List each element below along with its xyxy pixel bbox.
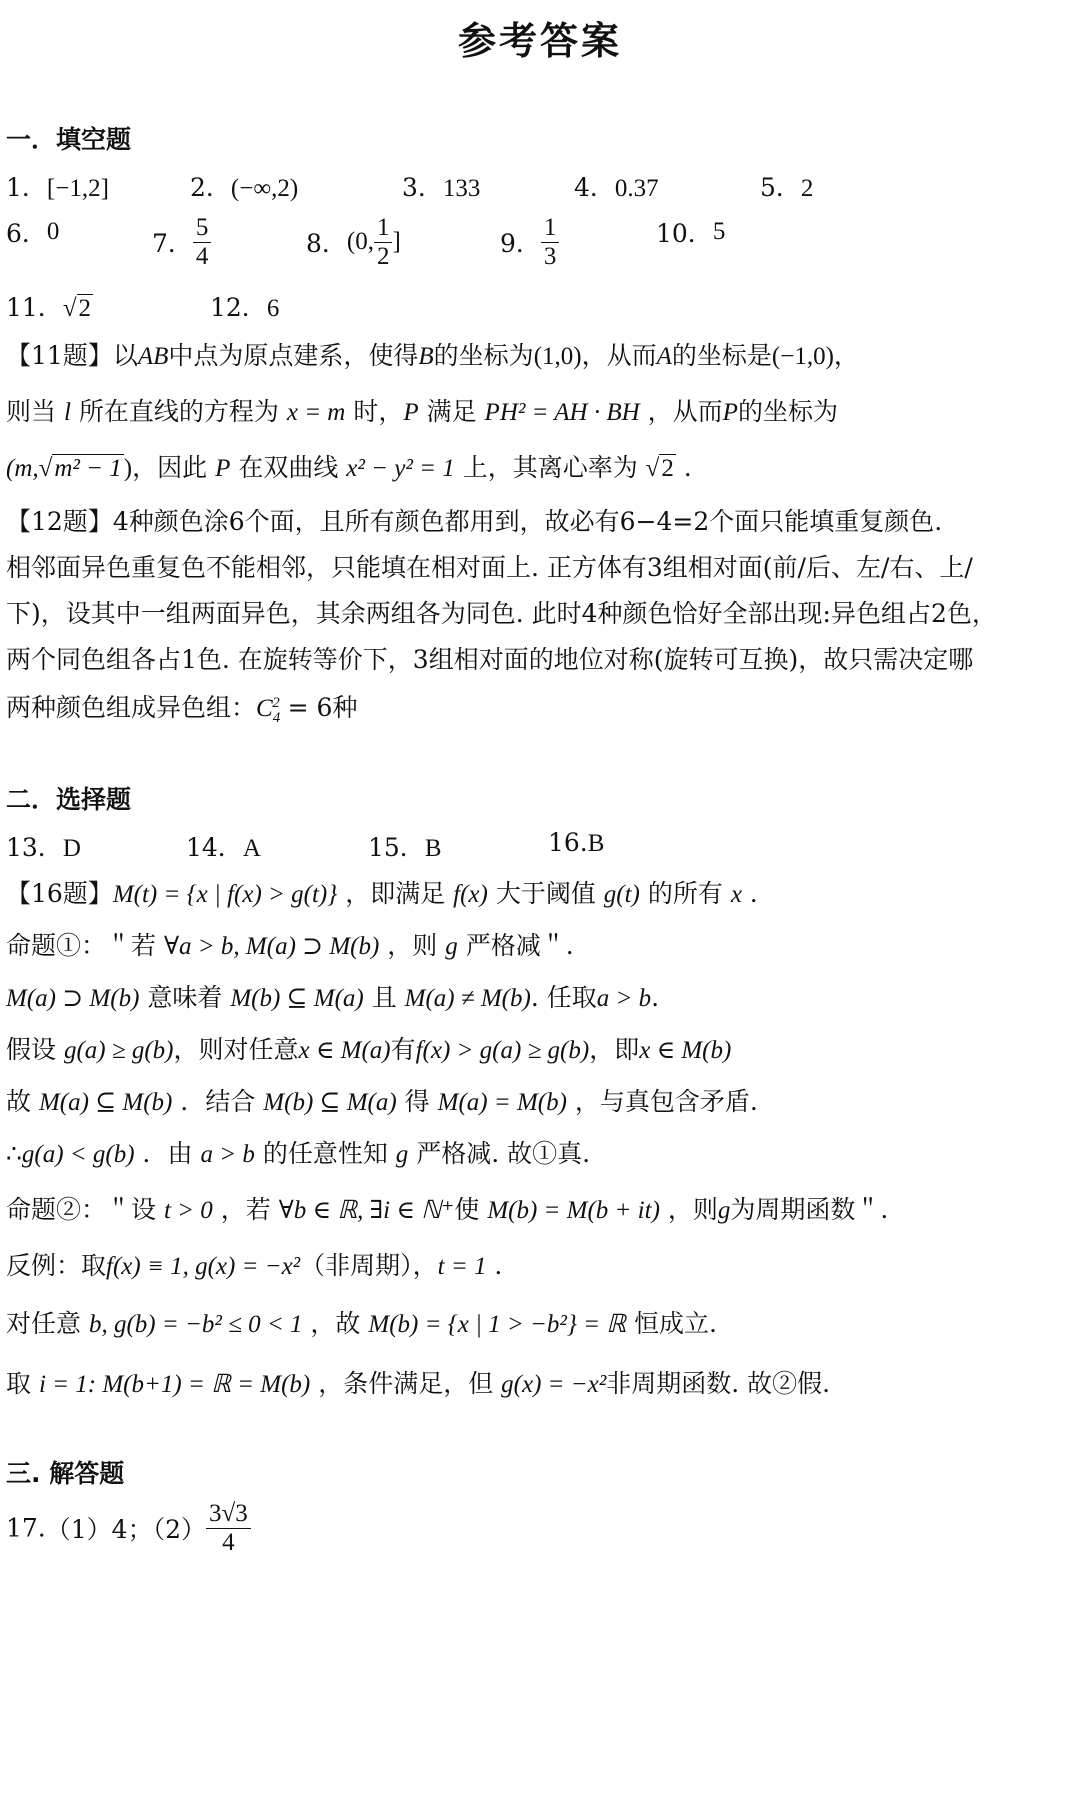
answer-2: 2．(−∞,2) (190, 173, 299, 202)
fraction: $\frac{3√3}{4}$ (206, 1500, 251, 1556)
section-heading-fill-in: 一．填空题 (6, 125, 132, 154)
q16-line-9: 对任意 b, g(b) = −b² ≤ 0 < 1 ，故 M(b) = {x | 1 > −b²} = ℝ 恒成立. (6, 1309, 717, 1338)
answer-14: 14．A (186, 833, 261, 862)
q16-line-3: M(a) ⊃ M(b) 意味着 M(b) ⊆ M(a) 且 M(a) ≠ M(b). 任取a > b. (6, 983, 660, 1012)
answer-12: 12．6 (210, 293, 280, 322)
fraction: $\frac{5}{4}$ (193, 214, 212, 270)
q11-line-3: (m,√m² − 1)，因此 P 在双曲线 x² − y² = 1 上，其离心率为 √2 ． (6, 453, 709, 482)
q16-line-4: 假设 g(a) ≥ g(b)，则对任意x ∈ M(a)有f(x) > g(a) ≥ g(b)，即x ∈ M(b) (6, 1035, 732, 1064)
answer-3: 3．133 (402, 173, 481, 202)
fraction: $\frac{1}{3}$ (541, 214, 560, 270)
section-heading-solution: 三. 解答题 (6, 1459, 125, 1488)
answer-7: 7． $\frac{5}{4}$ (152, 214, 211, 270)
answer-8: 8．(0, $\frac{1}{2}$ ] (306, 214, 401, 270)
answer-16: 16.B (548, 828, 605, 857)
q16-line-7: 命题②：＂设 t > 0 ，若 ∀b ∈ ℝ, ∃i ∈ ℕ⁺使 M(b) = M(b + it) ，则g为周期函数＂. (6, 1195, 889, 1224)
q12-line-5: 两种颜色组成异色组：$C_4^2 = 6$种 (6, 693, 358, 726)
q12-line-3: 下)，设其中一组两面异色，其余两组各为同色. 此时4种颜色恰好全部出现:异色组占2色， (6, 599, 997, 628)
q11-line-1: 【11题】以AB中点为原点建系，使得B的坐标为(1,0)，从而A的坐标是(−1,0)， (6, 341, 859, 370)
section-heading-choice: 二．选择题 (6, 785, 132, 814)
answer-17: 17.（1）4；（2） $\frac{3√3}{4}$ (6, 1500, 251, 1556)
q16-line-6: ∴g(a) < g(b) ．由 a > b 的任意性知 g 严格减. 故①真. (6, 1139, 591, 1168)
answer-15: 15．B (368, 833, 442, 862)
answer-13: 13．D (6, 833, 81, 862)
q16-line-10: 取 i = 1: M(b+1) = ℝ = M(b) ，条件满足，但 g(x) = −x²非周期函数. 故②假. (6, 1369, 831, 1398)
answer-4: 4．0.37 (574, 173, 659, 202)
q16-line-5: 故 M(a) ⊆ M(b) ．结合 M(b) ⊆ M(a) 得 M(a) = M(b) ，与真包含矛盾. (6, 1087, 758, 1116)
answer-1: 1．[−1,2] (6, 173, 109, 202)
page-title: 参考答案 (457, 19, 622, 63)
q16-line-1: 【16题】M(t) = {x | f(x) > g(t)} ，即满足 f(x) 大于阈值 g(t) 的所有 x ． (6, 879, 775, 908)
answer-5: 5．2 (760, 173, 814, 202)
q16-line-2: 命题①：＂若 ∀a > b, M(a) ⊃ M(b) ，则 g 严格减＂. (6, 931, 574, 960)
q12-line-2: 相邻面异色重复色不能相邻，只能填在相对面上. 正方体有3组相对面(前/后、左/右、上/ (6, 553, 973, 582)
q12-line-1: 【12题】4种颜色涂6个面，且所有颜色都用到，故必有6−4=2个面只能填重复颜色. (6, 507, 943, 536)
q12-line-4: 两个同色组各占1色. 在旋转等价下，3组相对面的地位对称(旋转可互换)，故只需决定哪 (6, 645, 974, 674)
fraction: $\frac{1}{2}$ (374, 214, 393, 270)
answer-9: 9． $\frac{1}{3}$ (500, 214, 559, 270)
answer-10: 10．5 (656, 218, 726, 248)
q16-line-8: 反例：取f(x) ≡ 1, g(x) = −x²（非周期），t = 1 ． (6, 1251, 520, 1280)
q11-line-2: 则当 l 所在直线的方程为 x = m 时，P 满足 PH² = AH · BH ，从而P的坐标为 (6, 397, 838, 426)
answer-11: 11．√2 (6, 293, 92, 322)
answer-6: 6．0 (6, 218, 60, 248)
